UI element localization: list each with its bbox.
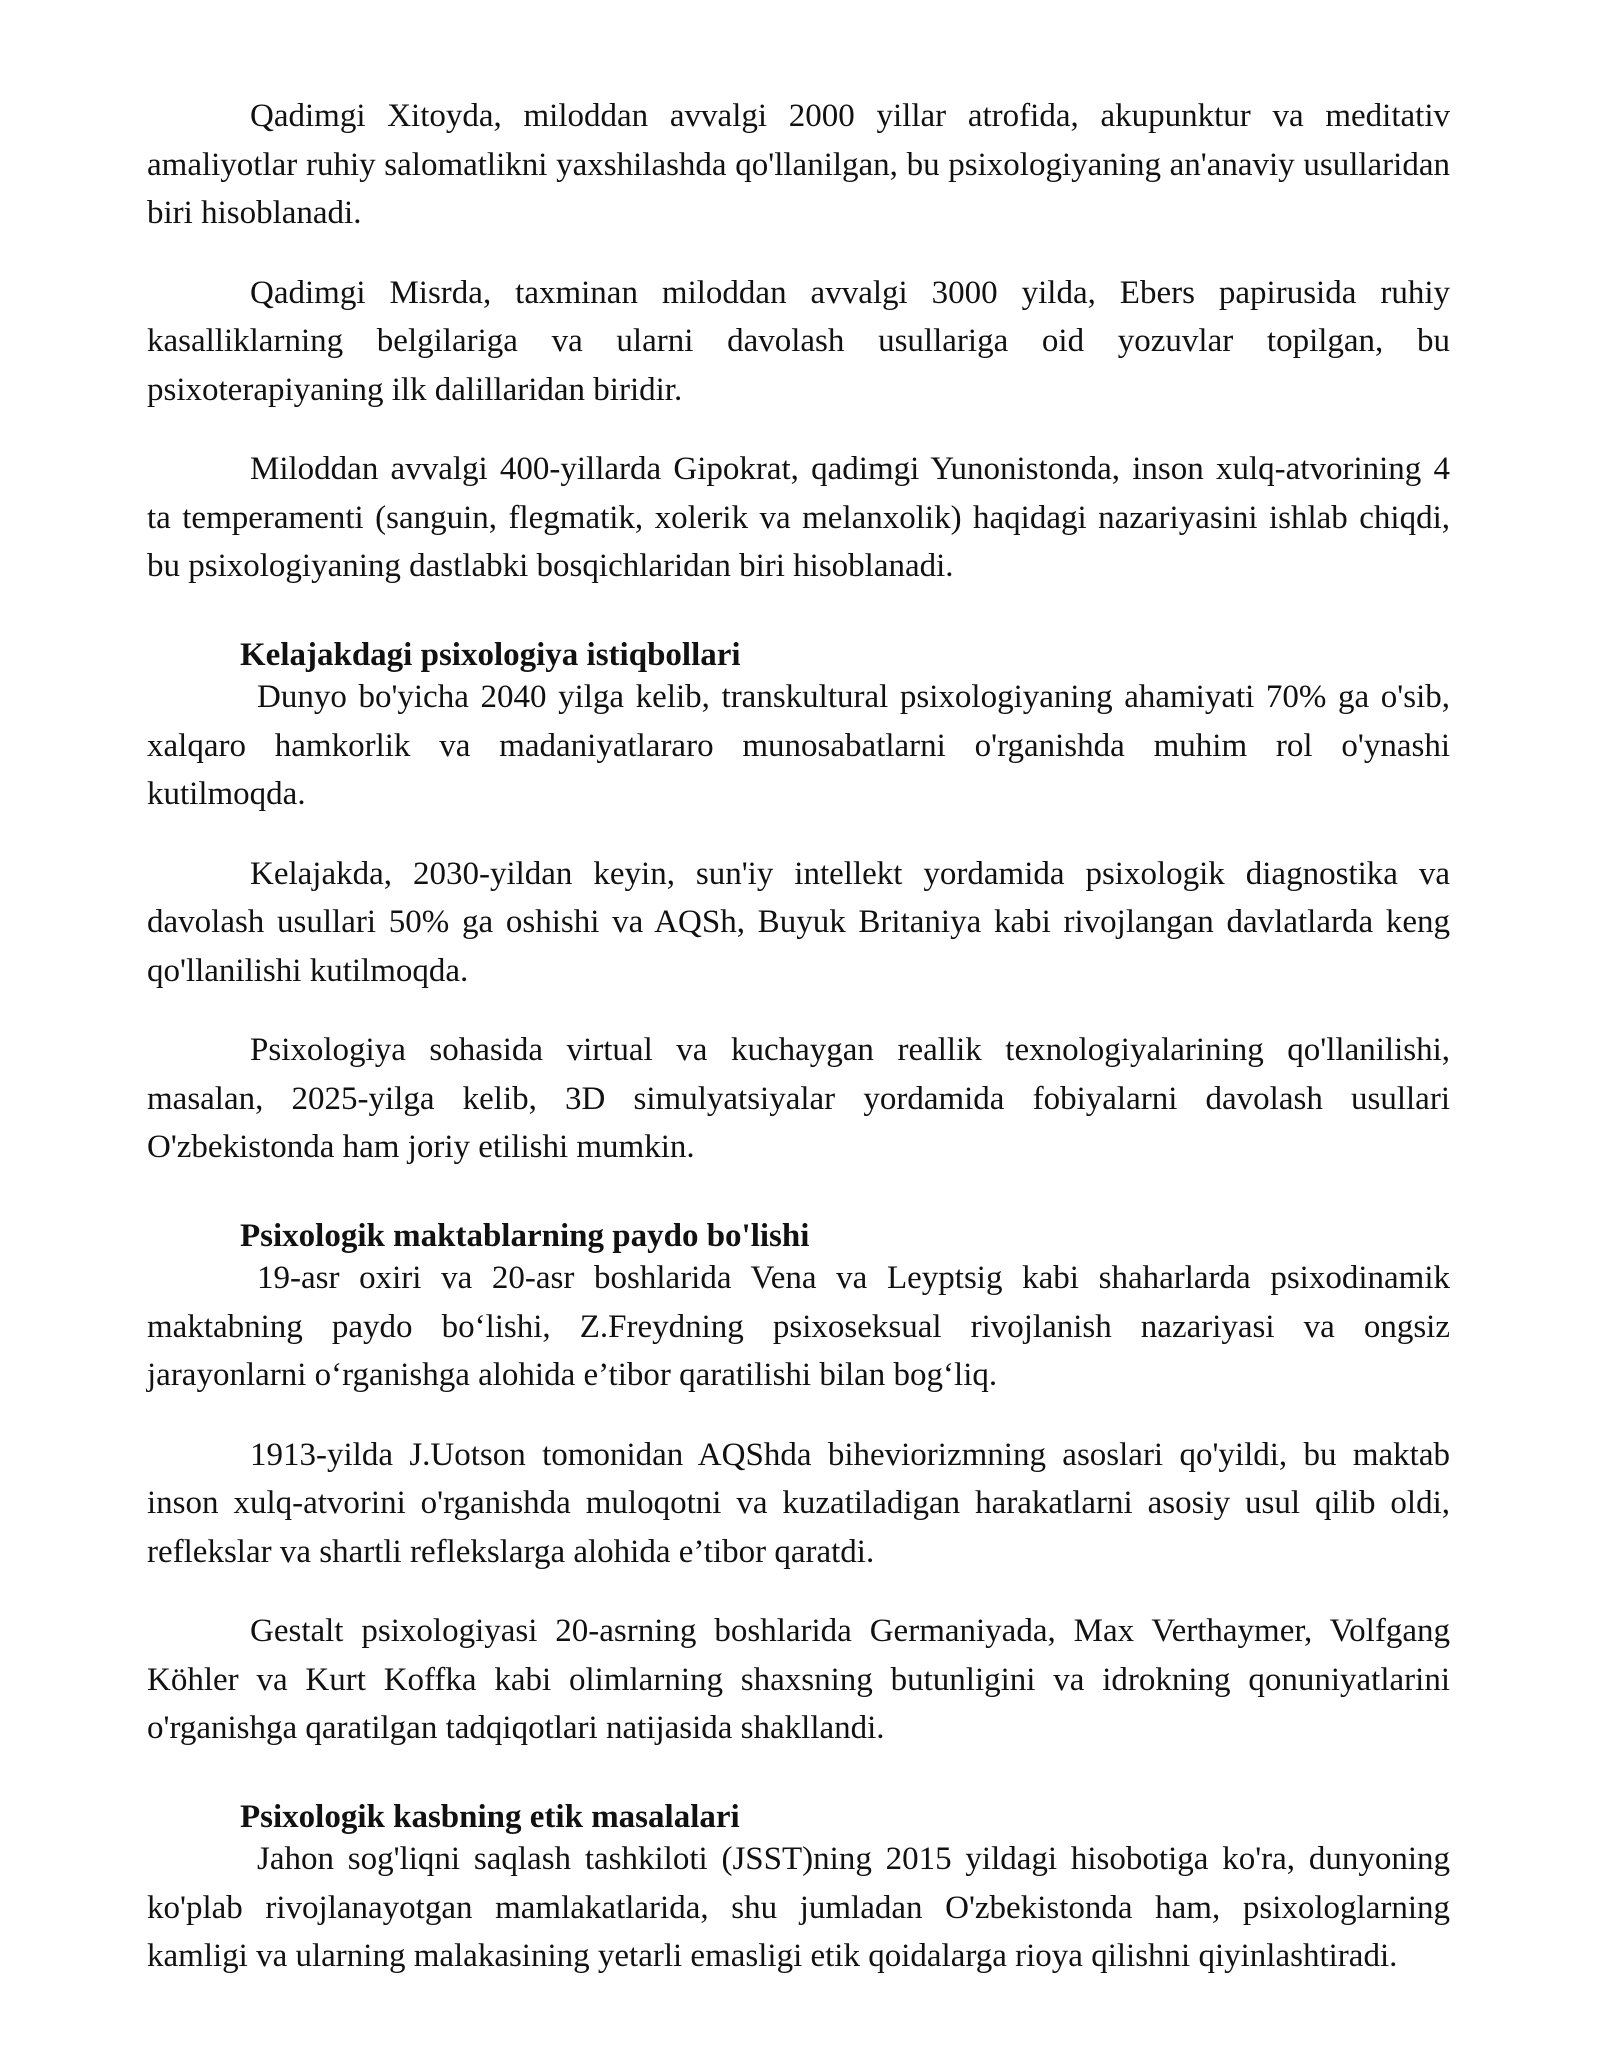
paragraph: Qadimgi Misrda, taxminan miloddan avvalgi 3000 yilda, Ebers papirusida ruhiy kasalliklarning belgilariga va ularni davolash usullariga oid yozuvlar topilgan, bu psixoterapiyaning ilk dalillaridan biridir. [147,274,1450,408]
document-body [147,92,1450,2012]
paragraph: Dunyo bo'yicha 2040 yilga kelib, transkultural psixologiyaning ahamiyati 70% ga o'sib, xalqaro hamkorlik va madaniyatlararo munosabatlarni o'rganishda muhim rol o'ynashi kutilmoqda. [147,679,1450,812]
paragraph: 19-asr oxiri va 20-asr boshlarida Vena va Leyptsig kabi shaharlarda psixodinamik maktabning paydo bo‘lishi, Z.Freydning psixoseksual rivojlanish nazariyasi va ongsiz jarayonlarni o‘rganishga alohida e’tibor qaratilishi bilan bog‘liq. [147,1260,1450,1393]
section-heading: Psixologik kasbning etik masalalari [240,1798,740,1835]
section-heading: Kelajakdagi psixologiya istiqbollari [240,636,741,673]
paragraph: Miloddan avvalgi 400-yillarda Gipokrat, qadimgi Yunonistonda, inson xulq-atvorining 4 ta temperamenti (sanguin, flegmatik, xolerik va melanxolik) haqidagi nazariyasini ishlab chiqdi, bu psixologiyaning dastlabki bosqichlaridan biri hisoblanadi. [147,451,1450,584]
paragraph: Kelajakda, 2030-yildan keyin, sun'iy intellekt yordamida psixologik diagnostika va davolash usullari 50% ga oshishi va AQSh, Buyuk Britaniya kabi rivojlangan davlatlarda keng qo'llanilishi kutilmoqda. [147,855,1450,989]
paragraph: Gestalt psixologiyasi 20-asrning boshlarida Germaniyada, Max Verthaymer, Volfgang Köhler va Kurt Koffka kabi olimlarning shaxsning butunligini va idrokning qonuniyatlarini o'rganishga qaratilgan tadqiqotlari natijasida shakllandi. [147,1613,1450,1746]
paragraph: Qadimgi Xitoyda, miloddan avvalgi 2000 yillar atrofida, akupunktur va meditativ amaliyotlar ruhiy salomatlikni yaxshilashda qo'llanilgan, bu psixologiyaning an'anaviy usullaridan biri hisoblanadi. [147,98,1450,231]
paragraph: 1913-yilda J.Uotson tomonidan AQShda biheviorizmning asoslari qo'yildi, bu maktab inson xulq-atvorini o'rganishda muloqotni va kuzatiladigan harakatlarni asosiy usul qilib oldi, reflekslar va shartli reflekslarga alohida e’tibor qaratdi. [147,1436,1450,1570]
paragraph: Psixologiya sohasida virtual va kuchaygan reallik texnologiyalarining qo'llanilishi, masalan, 2025-yilga kelib, 3D simulyatsiyalar yordamida fobiyalarni davolash usullari O'zbekistonda ham joriy etilishi mumkin. [147,1032,1450,1165]
section-heading: Psixologik maktablarning paydo bo'lishi [240,1217,810,1254]
paragraph: Jahon sog'liqni saqlash tashkiloti (JSST)ning 2015 yildagi hisobotiga ko'ra, dunyoning ko'plab rivojlanayotgan mamlakatlarida, shu jumladan O'zbekistonda ham, psixologlarning kamligi va ularning malakasining yetarli emasligi etik qoidalarga rioya qilishni qiyinlashtiradi. [147,1841,1450,1974]
